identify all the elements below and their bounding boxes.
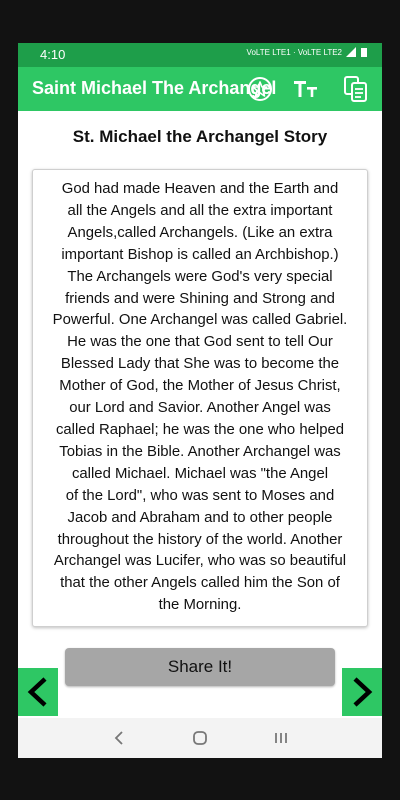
story-card bbox=[32, 169, 368, 627]
copy-icon bbox=[343, 75, 369, 103]
text-size-icon bbox=[293, 78, 321, 100]
text-size-button[interactable] bbox=[291, 73, 323, 105]
app-bar bbox=[18, 67, 382, 111]
battery-icon bbox=[360, 47, 370, 57]
system-back-button[interactable] bbox=[104, 723, 134, 753]
chevron-left-icon bbox=[25, 676, 51, 708]
signal-icon bbox=[346, 47, 356, 57]
system-recents-button[interactable] bbox=[266, 723, 296, 753]
next-button[interactable] bbox=[342, 668, 382, 716]
share-button[interactable]: Share It! bbox=[65, 648, 335, 686]
copy-button[interactable] bbox=[340, 73, 372, 105]
favorite-star-icon bbox=[247, 76, 273, 102]
back-icon bbox=[113, 730, 125, 746]
status-bar bbox=[18, 43, 382, 67]
system-home-button[interactable] bbox=[185, 723, 215, 753]
app-title: Saint Michael The Archangel bbox=[32, 78, 277, 98]
story-title: St. Michael the Archangel Story bbox=[72, 127, 328, 146]
previous-button[interactable] bbox=[18, 668, 58, 716]
story-text: God had made Heaven and the Earth and all the Angels and all the extra important Angels,called Archangels. (Like an extra important Bishop is called an Archbishop.) The Archangels were God's very special friends and were Shining and Strong and Powerful. One Archangel was called Gabriel. He was the one that God sent to tell Our Blessed Lady that She was to become the Mother of God, the Mother of Jesus Christ, our Lord and Savior. Another Angel was called Raphael; he was the one who helped Tobias in the Bible. Another Archangel was called Michael. Michael was "the Angel of the Lord", who was sent to Moses and Jacob and Abraham and to other people throughout the history of the world. Another Archangel was Lucifer, who was so beautiful that the other Angels called him the Son of the Morning. bbox=[52, 181, 348, 614]
status-time: 4:10 bbox=[40, 47, 66, 62]
home-icon bbox=[192, 730, 208, 746]
screen bbox=[18, 43, 382, 758]
recents-icon bbox=[273, 730, 289, 746]
network-label: VoLTE LTE1 · VoLTE LTE2 bbox=[246, 47, 342, 57]
favorite-button[interactable] bbox=[244, 73, 276, 105]
system-nav-bar bbox=[18, 718, 382, 758]
chevron-right-icon bbox=[349, 676, 375, 708]
status-icons bbox=[247, 47, 370, 57]
